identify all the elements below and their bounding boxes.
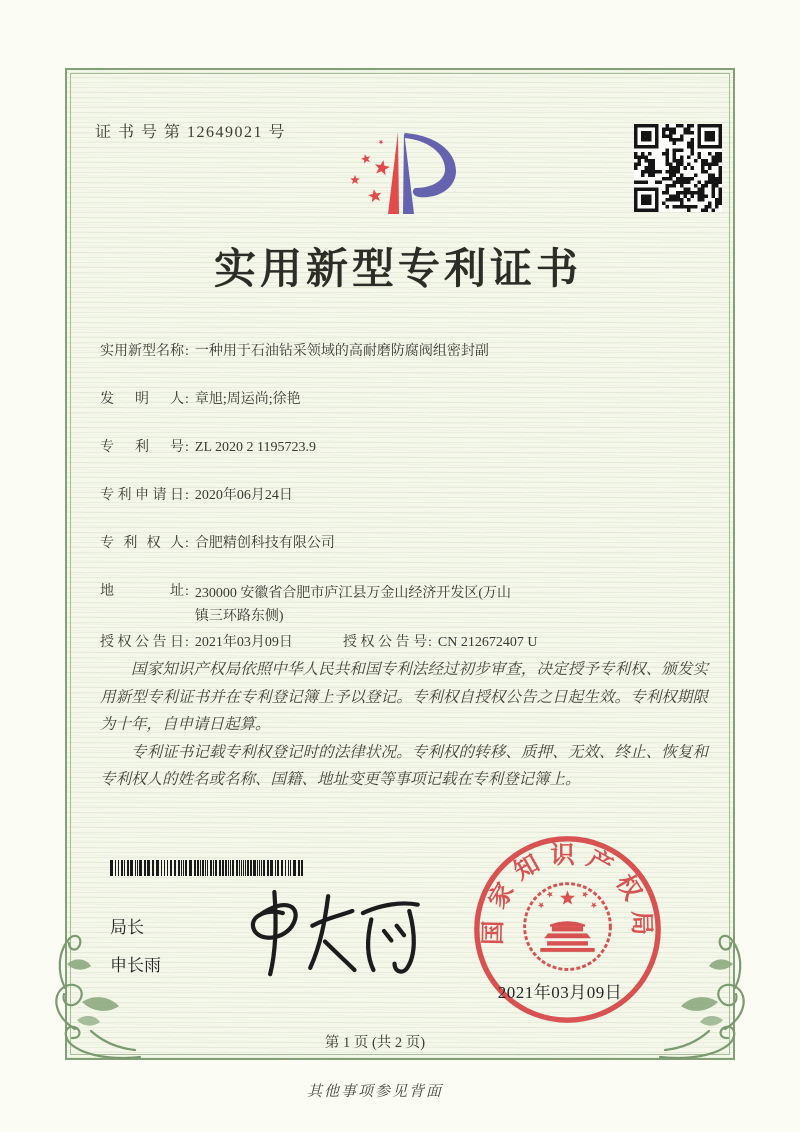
field-colon: : (185, 635, 189, 650)
logo-p-bowl (404, 133, 456, 197)
legal-text-block (100, 656, 708, 794)
field-row-address (100, 582, 714, 628)
field-value: 章旭;周运尚;徐艳 (194, 392, 301, 407)
field-colon: : (185, 536, 189, 551)
field-label: 实用新型名称 (100, 344, 184, 359)
field-value: 2021年03月09日 (194, 635, 293, 650)
cnipa-logo-icon (348, 126, 460, 218)
certificate-title: 实用新型专利证书 (213, 247, 582, 293)
signer-title: 局长 (110, 918, 144, 937)
barcode (110, 860, 308, 876)
seal-date: 2021年03月09日 (497, 983, 623, 1002)
fields-block (100, 342, 714, 681)
field-value: 一种用于石油钻采领域的高耐磨防腐阀组密封副 (194, 344, 489, 359)
qr-code (634, 124, 722, 212)
field-value: 230000 安徽省合肥市庐江县万金山经济开发区(万山镇三环路东侧) (194, 586, 512, 624)
seal-ring-text: 国家知识产权局 (479, 842, 656, 946)
certificate-number: 证 书 号 第 12649021 号 (95, 124, 287, 141)
field-row-grant (100, 633, 714, 652)
field-row-patent-no (100, 438, 714, 457)
field-colon: : (185, 392, 189, 407)
field-label: 授权公告日 (100, 635, 184, 650)
field-value: 合肥精创科技有限公司 (194, 536, 335, 551)
field-row-patentee (100, 534, 714, 553)
field-label: 地址 (100, 584, 184, 599)
field-colon: : (428, 635, 432, 650)
signer-name: 申长雨 (110, 956, 161, 975)
field-colon: : (185, 584, 189, 599)
field-value: CN 212672407 U (437, 635, 538, 650)
signature-icon (228, 876, 423, 986)
body-paragraph-1: 国家知识产权局依照中华人民共和国专利法经过初步审查，决定授予专利权、颁发实用新型专利证书并在专利登记簿上予以登记。专利权自授权公告之日起生效。专利权期限为十年，自申请日起算。 (100, 661, 708, 733)
field-row-filing-date (100, 486, 714, 505)
field-pair-grant-date (100, 633, 343, 652)
field-label: 专利申请日 (100, 488, 184, 503)
page-info: 第 1 页 (共 2 页) (324, 1035, 426, 1051)
logo-blue-wedge (403, 131, 414, 214)
field-value: 2020年06月24日 (194, 488, 293, 503)
field-colon: : (185, 440, 189, 455)
field-pair-grant-no (343, 633, 537, 652)
body-paragraph-2: 专利证书记载专利权登记时的法律状况。专利权的转移、质押、无效、终止、恢复和专利权人的姓名或名称、国籍、地址变更等事项记载在专利登记簿上。 (100, 743, 708, 788)
logo-red-wedge (388, 132, 399, 214)
logo-stars-icon (350, 140, 390, 203)
field-label: 专利权人 (100, 536, 184, 551)
field-row-name (100, 342, 714, 361)
field-label: 专利号 (100, 440, 184, 455)
field-value: ZL 2020 2 1195723.9 (194, 440, 316, 455)
national-emblem-icon (525, 884, 611, 970)
field-colon: : (185, 488, 189, 503)
field-row-inventors (100, 390, 714, 409)
field-colon: : (185, 344, 189, 359)
back-note: 其他事项参见背面 (306, 1084, 443, 1100)
field-label: 发明人 (100, 392, 184, 407)
field-label: 授权公告号 (343, 635, 427, 650)
